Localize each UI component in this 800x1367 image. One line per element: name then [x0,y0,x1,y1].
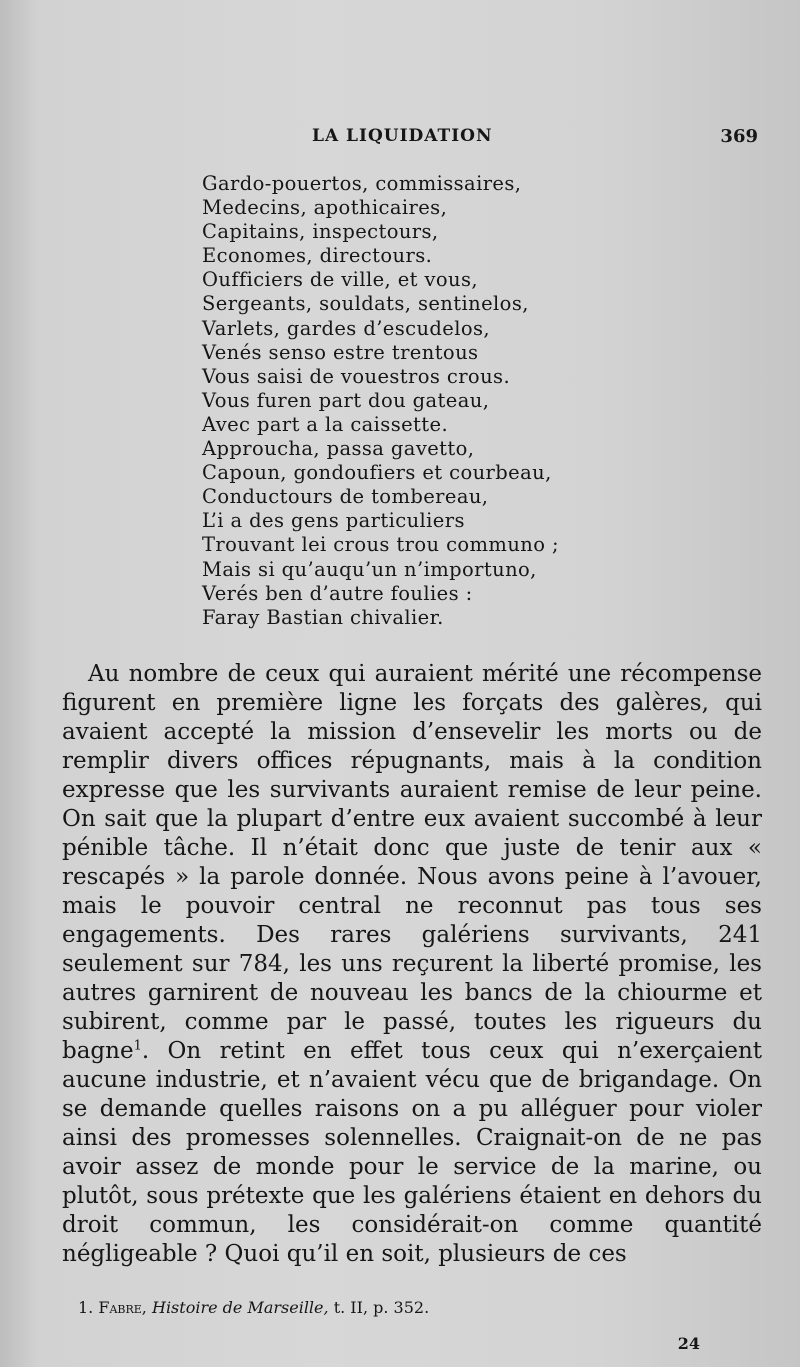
poem-line: Varlets, gardes d’escudelos, [202,316,491,340]
poem-line: Faray Bastian chivalier. [202,605,444,629]
poem-line: Vous furen part dou gateau, [202,388,490,412]
poem-line: Mais si qu’auqu’un n’importuno, [202,557,537,581]
footnote-number: 1. [78,1298,94,1317]
poem-line: Gardo-pouertos, commissaires, [202,172,522,195]
poem-line: Medecins, apothicaires, [202,196,448,220]
signature-mark: 24 [677,1334,700,1353]
poem-block [202,172,622,630]
poem-line: Conductours de tombereau, [202,485,489,509]
page-number: 369 [720,126,758,147]
poem-line: Oufficiers de ville, et vous, [202,268,479,292]
footnote-title: Histoire de Marseille, [151,1298,329,1317]
poem-line: L’i a des gens particuliers [202,509,465,533]
footnote-reference: t. II, p. 352. [333,1298,430,1317]
poem-line: Verés ben d’autre foulies : [202,581,473,605]
running-head [0,126,800,150]
poem-line: Trouvant lei crous trou communo ; [202,533,559,557]
poem-line: Capoun, gondoufiers et courbeau, [202,461,552,485]
poem-line: Economes, directours. [202,244,433,268]
footnote-author: Fabre, [98,1298,147,1317]
paragraph [62,660,762,1269]
poem-line: Vous saisi de vouestros crous. [202,364,511,388]
chapter-title: LA LIQUIDATION [312,126,493,146]
poem-line: Approucha, passa gavetto, [202,437,475,461]
footnote [78,1298,429,1317]
paragraph-text: Au nombre de ceux qui auraient mérité une récompense figurent en première ligne les forçats des galères, qui avaient accepté la mission d’ensevelir les morts ou de remplir divers offices répugnants, mais à la condition expresse que les survivants auraient remise de leur peine. On sait que la plupart d’entre eux avaient succombé à leur pénible tâche. Il n’était donc que juste de tenir aux « rescapés » la parole donnée. Nous avons peine à l’avouer, mais le pouvoir central ne reconnut pas tous ses engagements. Des rares galériens survivants, 241 seulement sur 784, les uns reçurent la liberté promise, les autres garnirent de nouveau les bancs de la chiourme et subirent, comme par le passé, toutes les rigueurs du bagne [62,661,762,1064]
poem-line: Venés senso estre trentous [202,340,479,364]
footnote-marker: 1 [133,1038,142,1054]
poem-line: Sergeants, souldats, sentinelos, [202,292,529,316]
body-text [62,660,762,1269]
paragraph-text-continued: . On retint en effet tous ceux qui n’exerçaient aucune industrie, et n’avaient vécu que de brigandage. On se demande quelles raisons on a pu alléguer pour violer ainsi des promesses solennelles. Craignait-on de ne pas avoir assez de monde pour le service de la marine, ou plutôt, sous prétexte que les galériens étaient en dehors du droit commun, les considérait-on comme quantité négligeable ? Quoi qu’il en soit, plusieurs de ces [62,1038,762,1267]
poem-line: Capitains, inspectours, [202,220,439,244]
poem-line: Avec part a la caissette. [202,412,449,436]
